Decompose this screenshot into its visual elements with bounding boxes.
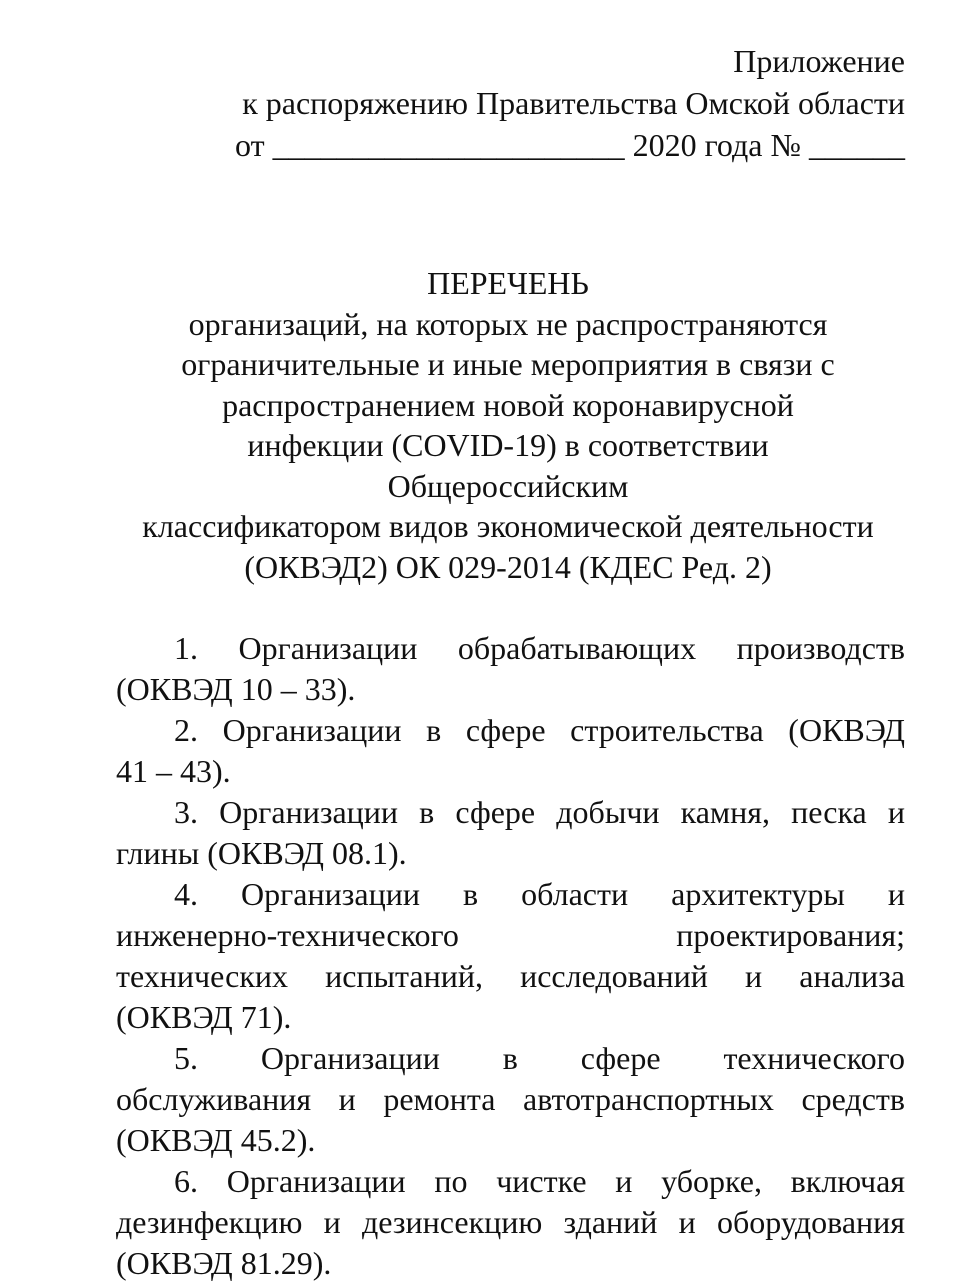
list-item	[116, 628, 905, 710]
list-item	[116, 792, 905, 874]
appendix-order-reference: к распоряжению Правительства Омской области	[242, 85, 905, 121]
list-item-line: 1. Организации обрабатывающих производств	[174, 630, 905, 666]
list-item-line: 4. Организации в области архитектуры и	[174, 876, 905, 912]
title-line: Общероссийским	[387, 467, 629, 504]
list-item-line: 3. Организации в сфере добычи камня, песка и	[174, 794, 905, 830]
list-item-line: 2. Организации в сфере строительства (ОКВЭД	[174, 712, 905, 748]
list-item	[116, 710, 905, 792]
list-item-line: инженерно-технического проектирования;	[116, 917, 905, 953]
title-heading: ПЕРЕЧЕНЬ	[427, 265, 589, 301]
title-line: распространением новой коронавирусной	[222, 386, 794, 423]
list-item-line: глины (ОКВЭД 08.1).	[116, 835, 407, 871]
title-line: классификатором видов экономической деятельности	[142, 508, 874, 544]
list-item-line: обслуживания и ремонта автотранспортных средств	[116, 1081, 905, 1117]
list-item	[116, 1161, 905, 1284]
title-line: организаций, на которых не распространяются	[188, 305, 828, 342]
list-item-line: (ОКВЭД 71).	[116, 999, 292, 1035]
list-item-line: 5. Организации в сфере технического	[174, 1040, 905, 1076]
organization-list	[116, 628, 905, 1284]
list-item-line: 6. Организации по чистке и уборке, включая	[174, 1163, 905, 1199]
list-item-line: технических испытаний, исследований и анализа	[116, 958, 905, 994]
appendix-date-number: от ______________________ 2020 года № ______	[235, 127, 905, 163]
list-item-line: (ОКВЭД 45.2).	[116, 1122, 316, 1158]
title-line: инфекции (COVID-19) в соответствии	[247, 427, 769, 463]
appendix-label: Приложение	[733, 43, 905, 79]
list-item-line: 41 – 43).	[116, 753, 231, 789]
document-title	[108, 263, 908, 587]
appendix-header	[185, 40, 905, 166]
title-line: ограничительные и иные мероприятия в связи с	[181, 346, 835, 382]
title-line: (ОКВЭД2) ОК 029-2014 (КДЕС Ред. 2)	[244, 548, 772, 585]
list-item-line: дезинфекцию и дезинсекцию зданий и оборудования	[116, 1204, 905, 1240]
list-item	[116, 1038, 905, 1161]
list-item-line: (ОКВЭД 81.29).	[116, 1245, 332, 1281]
list-item	[116, 874, 905, 1038]
list-item-line: (ОКВЭД 10 – 33).	[116, 671, 356, 707]
